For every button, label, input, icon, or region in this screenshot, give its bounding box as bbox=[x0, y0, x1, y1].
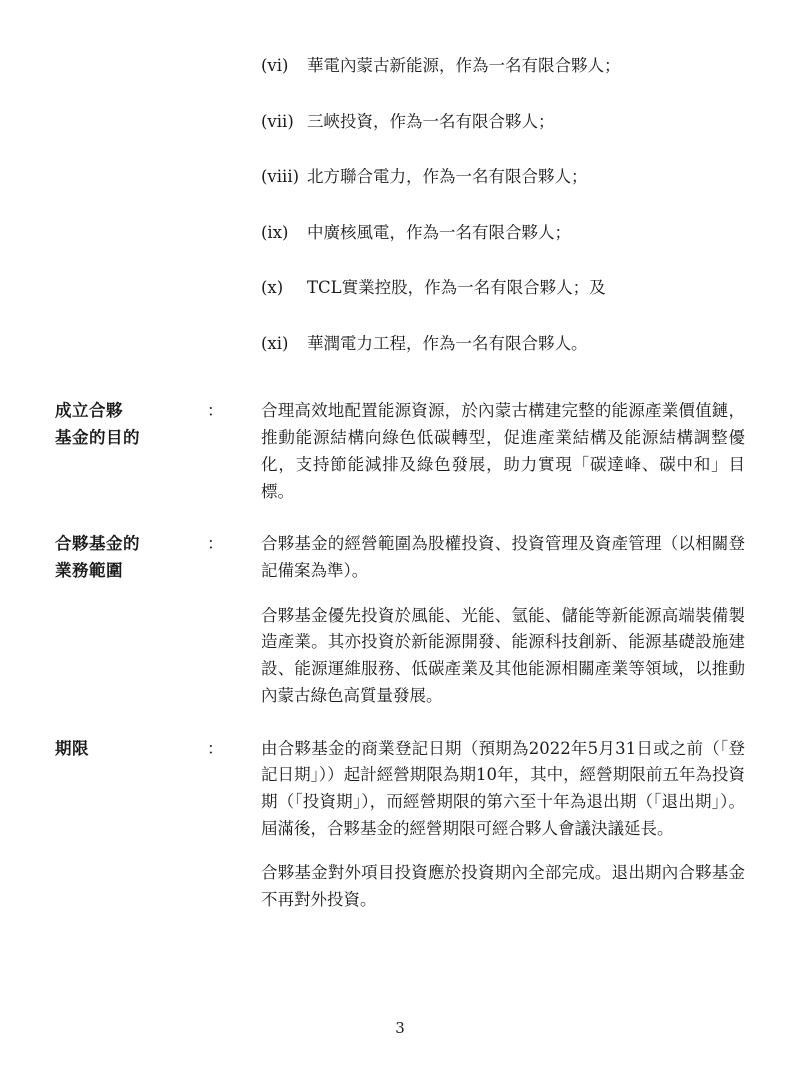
list-item-number: (ix) bbox=[261, 222, 289, 242]
section-spacer bbox=[0, 386, 800, 398]
list-item bbox=[261, 331, 740, 357]
definition-paragraph: 合理高效地配置能源資源，於內蒙古構建完整的能源產業價值鏈，推動能源結構向綠色低碳轉型，促進產業結構及能源結構調整優化，支持節能減排及綠色發展，助力實現「碳達峰、碳中和」目標。 bbox=[261, 401, 745, 501]
page-number: 3 bbox=[395, 1019, 405, 1037]
definition-colon: ： bbox=[207, 401, 224, 421]
definition-paragraph: 合夥基金的經營範圍為股權投資、投資管理及資產管理（以相關登記備案為準）。 bbox=[261, 534, 745, 580]
definition-paragraph: 合夥基金優先投資於風能、光能、氫能、儲能等新能源高端裝備製造產業。其亦投資於新能源開發、能源科技創新、能源基礎設施建設、能源運維服務、低碳產業及其他能源相關產業等領域，以推動內蒙古綠色高質量發展。 bbox=[261, 605, 745, 705]
list-item-number: (vi) bbox=[261, 56, 289, 75]
definition-label bbox=[55, 531, 207, 584]
definition-row bbox=[0, 398, 800, 505]
definition-row bbox=[0, 736, 800, 914]
list-item-text: 北方聯合電力，作為一名有限合夥人； bbox=[307, 167, 588, 187]
list-item-number: (xi) bbox=[261, 333, 289, 353]
list-item bbox=[261, 164, 740, 190]
list-item-number: (x) bbox=[261, 278, 284, 298]
definition-body bbox=[261, 398, 745, 505]
definition-label-line: 基金的目的 bbox=[55, 428, 140, 448]
list-item-number: (vii) bbox=[261, 111, 294, 131]
list-item-text: 中廣核風電，作為一名有限合夥人； bbox=[307, 222, 571, 242]
list-item-text: 華電內蒙古新能源，作為一名有限合夥人； bbox=[307, 56, 621, 75]
definition-colon: ： bbox=[207, 738, 224, 758]
list-item-text: 三峽投資，作為一名有限合夥人； bbox=[307, 111, 555, 131]
definition-body bbox=[261, 531, 745, 709]
definition-row bbox=[0, 531, 800, 709]
definition-label-line: 成立合夥 bbox=[55, 401, 123, 421]
definition-paragraph: 合夥基金對外項目投資應於投資期內全部完成。退出期內合夥基金不再對外投資。 bbox=[261, 863, 745, 910]
definition-label bbox=[55, 736, 207, 763]
definition-label-line: 合夥基金的 bbox=[55, 534, 140, 554]
roman-numeral-list bbox=[0, 0, 800, 356]
list-item-number: (viii) bbox=[261, 167, 300, 187]
list-item-text: TCL實業控股，作為一名有限合夥人；及 bbox=[307, 278, 606, 298]
list-item-text: 華潤電力工程，作為一名有限合夥人。 bbox=[307, 333, 588, 353]
roman-list-body bbox=[261, 53, 740, 356]
list-item bbox=[261, 109, 740, 135]
list-item bbox=[261, 275, 740, 301]
list-item bbox=[261, 220, 740, 246]
list-item bbox=[261, 53, 740, 79]
definition-label bbox=[55, 398, 207, 451]
definition-label-line: 業務範圍 bbox=[55, 560, 123, 580]
definition-body bbox=[261, 736, 745, 914]
definition-colon: ： bbox=[207, 534, 224, 554]
definition-paragraph: 由合夥基金的商業登記日期（預期為2022年5月31日或之前（「登記日期」））起計經營期限為期10年，其中，經營期限前五年為投資期（「投資期」），而經營期限的第六至十年為退出期（「退出期」）。屆滿後，合夥基金的經營期限可經合夥人會議決議延長。 bbox=[261, 738, 745, 838]
definition-label-line: 期限 bbox=[55, 738, 89, 758]
